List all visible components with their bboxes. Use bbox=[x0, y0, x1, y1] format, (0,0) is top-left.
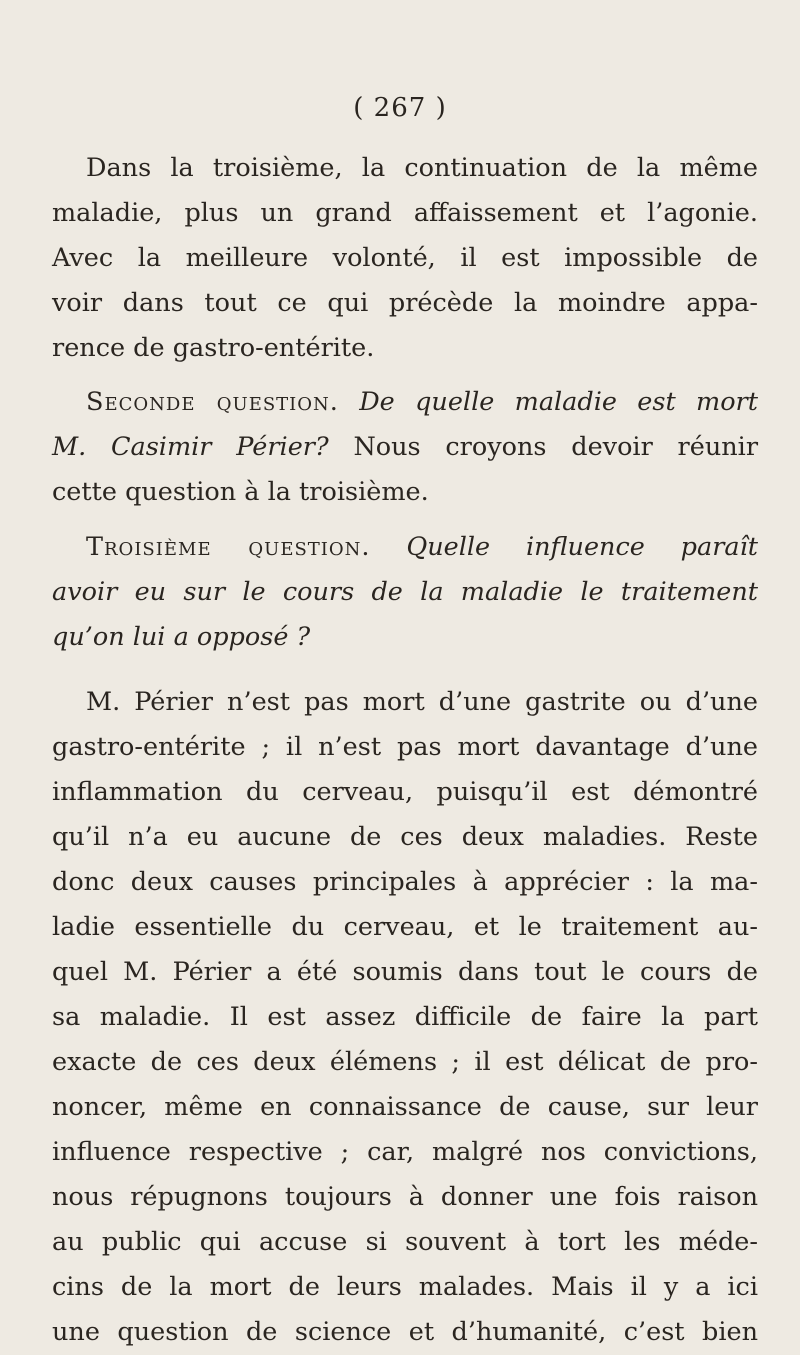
page-number: ( 267 ) bbox=[353, 93, 447, 123]
text-line: exacte de ces deux élémens ; il est délicat de pro- bbox=[52, 1047, 758, 1077]
text-line: au public qui accuse si souvent à tort les méde- bbox=[52, 1227, 758, 1257]
text-line: ladie essentielle du cerveau, et le traitement au- bbox=[52, 912, 758, 942]
question-label: Troisième question. bbox=[86, 532, 371, 562]
text-line: nous répugnons toujours à donner une fois raison bbox=[52, 1182, 758, 1212]
text-line: inflammation du cerveau, puisqu’il est démontré bbox=[52, 777, 758, 807]
third-question-section bbox=[52, 525, 758, 660]
text-line: qu’il n’a eu aucune de ces deux maladies. Reste bbox=[52, 822, 758, 852]
text-line: rence de gastro-entérite. bbox=[52, 333, 375, 363]
text-line bbox=[52, 525, 758, 570]
text-line: influence respective ; car, malgré nos convictions, bbox=[52, 1137, 758, 1167]
text-line bbox=[52, 425, 758, 470]
paragraph-2 bbox=[52, 680, 758, 1355]
question-title-line: qu’on lui a opposé ? bbox=[52, 622, 311, 652]
text-line: sa maladie. Il est assez difficile de faire la part bbox=[52, 1002, 758, 1032]
question-title: M. Casimir Périer? bbox=[52, 432, 329, 462]
text-line bbox=[52, 380, 758, 425]
question-answer: Nous croyons devoir réunir bbox=[353, 432, 759, 462]
text-line: maladie, plus un grand affaissement et l’agonie. bbox=[52, 198, 758, 228]
text-line: gastro-entérite ; il n’est pas mort davantage d’une bbox=[52, 732, 758, 762]
question-title-line: avoir eu sur le cours de la maladie le traitement bbox=[52, 577, 758, 607]
text-line: Dans la troisième, la continuation de la même bbox=[86, 153, 758, 183]
paragraph-1 bbox=[52, 146, 758, 371]
text-line: cette question à la troisième. bbox=[52, 477, 429, 507]
text-line: M. Périer n’est pas mort d’une gastrite ou d’une bbox=[86, 687, 758, 717]
question-title: Quelle influence paraît bbox=[406, 532, 758, 562]
text-line: une question de science et d’humanité, c’est bien bbox=[52, 1317, 758, 1347]
text-line: donc deux causes principales à apprécier : la ma- bbox=[52, 867, 758, 897]
question-label: Seconde question. bbox=[86, 387, 339, 417]
question-title: De quelle maladie est mort bbox=[359, 387, 758, 417]
text-line: Avec la meilleure volonté, il est impossible de bbox=[52, 243, 758, 273]
second-question-section bbox=[52, 380, 758, 515]
text-line: voir dans tout ce qui précède la moindre appa- bbox=[52, 288, 758, 318]
text-line: quel M. Périer a été soumis dans tout le cours de bbox=[52, 957, 758, 987]
text-line: noncer, même en connaissance de cause, sur leur bbox=[52, 1092, 758, 1122]
text-line: cins de la mort de leurs malades. Mais il y a ici bbox=[52, 1272, 758, 1302]
